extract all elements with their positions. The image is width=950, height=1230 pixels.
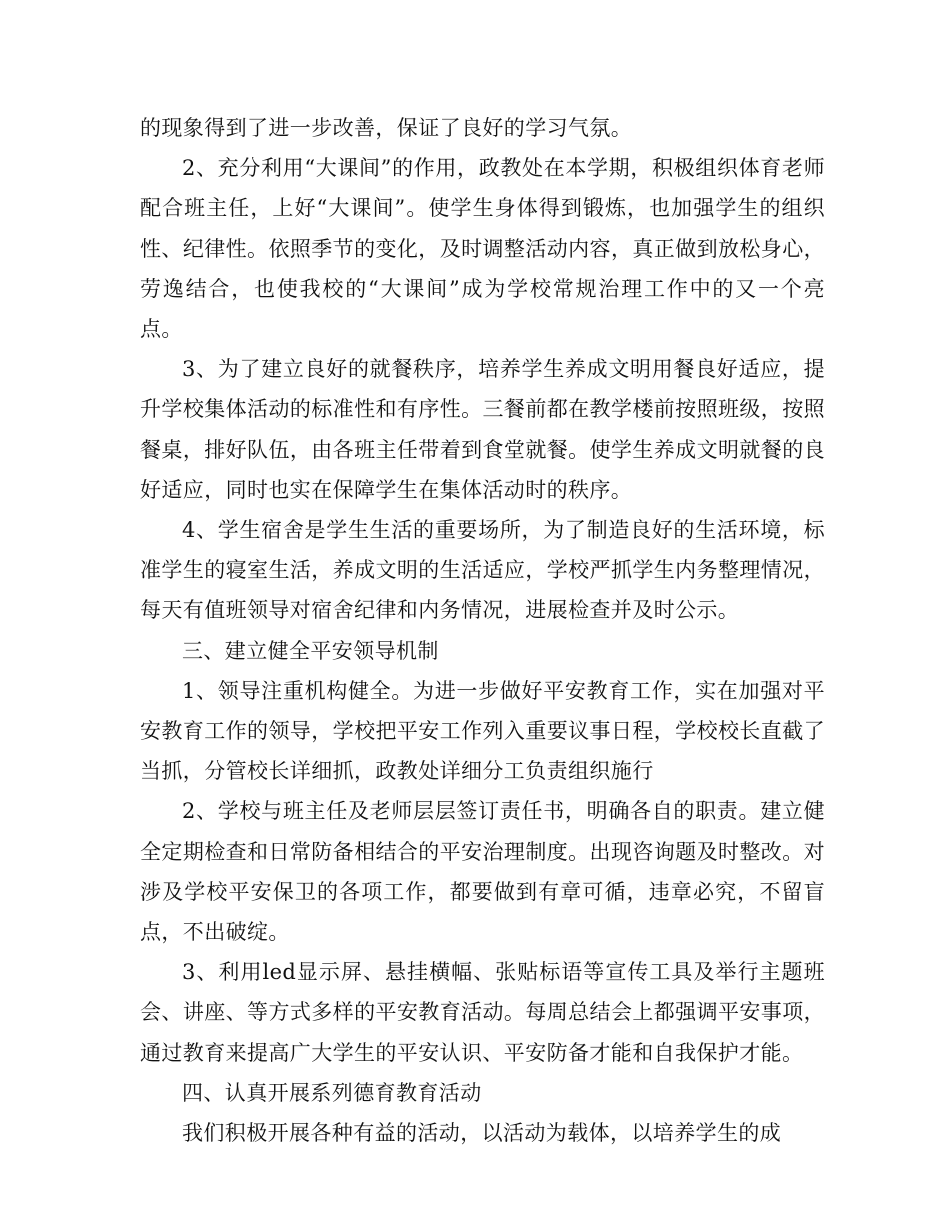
- section-heading-safety-mechanism: 三、建立健全平安领导机制: [182, 638, 439, 663]
- paragraph-item-big-break: 2、充分利用“大课间”的作用，政教处在本学期，积极组织体育老师配合班主任，上好“大课间”。使学生身体得到锻炼，也加强学生的组织性、纪律性。依照季节的变化，及时调整活动内容，真正做到放松身心，劳逸结合，也使我校的“大课间”成为学校常规治理工作中的又一个亮点。: [140, 156, 825, 342]
- document-body: [140, 108, 825, 1153]
- paragraph-item-publicity: 3、利用led显示屏、悬挂横幅、张贴标语等宣传工具及举行主题班会、讲座、等方式多样的平安教育活动。每周总结会上都强调平安事项，通过教育来提高广大学生的平安认识、平安防备才能和自我保护才能。: [140, 960, 825, 1065]
- paragraph-item-dormitory: 4、学生宿舍是学生生活的重要场所，为了制造良好的生活环境，标准学生的寝室生活，养成文明的生活适应，学校严抓学生内务整理情况，每天有值班领导对宿舍纪律和内务情况，进展检查并及时公示。: [140, 518, 825, 623]
- paragraph-item-leadership: 1、领导注重机构健全。为进一步做好平安教育工作，实在加强对平安教育工作的领导，学校把平安工作列入重要议事日程，学校校长直截了当抓，分管校长详细抓，政教处详细分工负责组织施行: [140, 678, 825, 784]
- paragraph-continuation: 的现象得到了进一步改善，保证了良好的学习气氛。: [140, 116, 633, 140]
- paragraph-item-dining-order: 3、为了建立良好的就餐秩序，培养学生养成文明用餐良好适应，提升学校集体活动的标准性和有序性。三餐前都在教学楼前按照班级，按照餐桌，排好队伍，由各班主任带着到食堂就餐。使学生养成文明就餐的良好适应，同时也实在保障学生在集体活动时的秩序。: [140, 357, 825, 502]
- paragraph-item-responsibility: 2、学校与班主任及老师层层签订责任书，明确各自的职责。建立健全定期检查和日常防备相结合的平安治理制度。出现咨询题及时整改。对涉及学校平安保卫的各项工作，都要做到有章可循，违章必究，不留盲点，不出破绽。: [140, 799, 825, 945]
- paragraph-item-activities: 我们积极开展各种有益的活动，以活动为载体，以培养学生的成: [182, 1121, 782, 1146]
- section-heading-moral-education: 四、认真开展系列德育教育活动: [182, 1080, 482, 1105]
